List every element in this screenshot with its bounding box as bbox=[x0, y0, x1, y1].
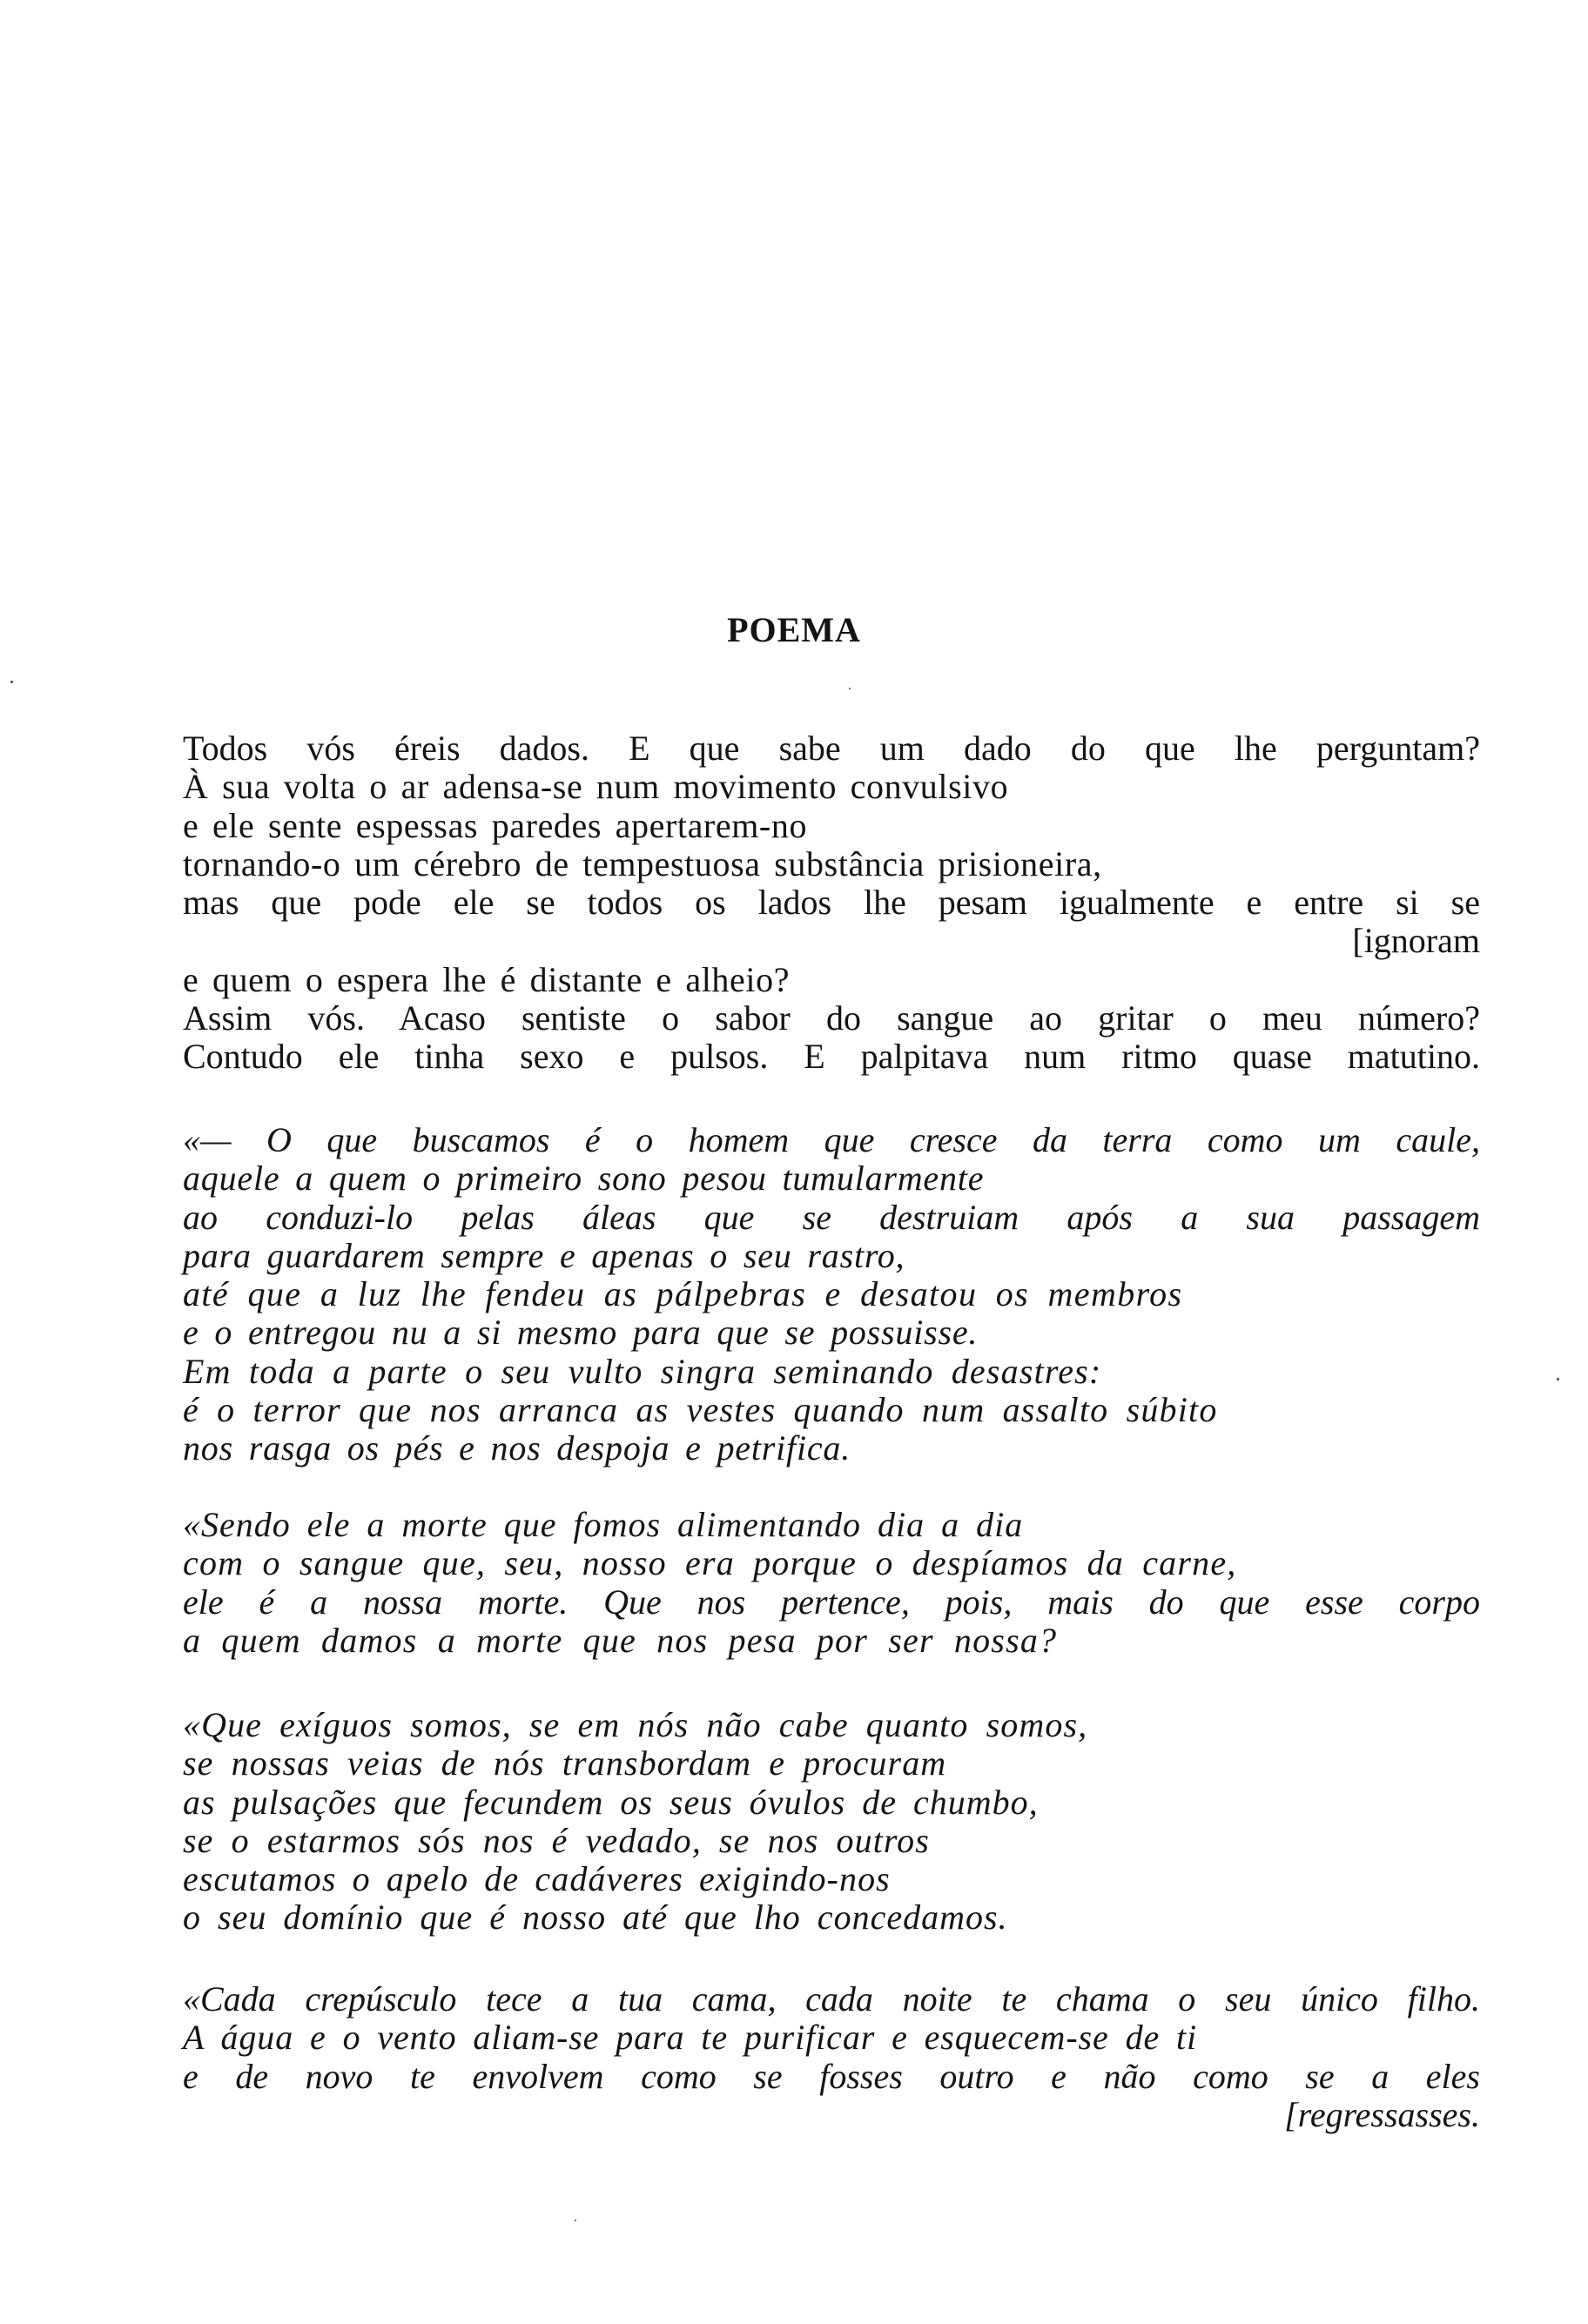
poem-line: é o terror que nos arranca as vestes quando num assalto súbito bbox=[183, 1390, 1218, 1430]
poem-line: A água e o vento aliam-se para te purificar e esquecem-se de ti bbox=[183, 2018, 1198, 2058]
poem-line: aquele a quem o primeiro sono pesou tumularmente bbox=[183, 1159, 985, 1199]
scan-speck bbox=[575, 2220, 576, 2221]
poem-line: e de novo te envolvem como se fosses outro e não como se a eles bbox=[183, 2056, 1480, 2096]
scan-speck bbox=[1557, 1378, 1559, 1380]
poem-line: «— O que buscamos é o homem que cresce da terra como um caule, bbox=[183, 1120, 1480, 1159]
stanza-3 bbox=[183, 1506, 1480, 1660]
poem-line: e o entregou nu a si mesmo para que se possuisse. bbox=[183, 1313, 979, 1353]
poem-line: para guardarem sempre e apenas o seu rastro, bbox=[183, 1235, 905, 1275]
poem-line: ele é a nossa morte. Que nos pertence, pois, mais do que esse corpo bbox=[183, 1582, 1480, 1622]
stanza-2 bbox=[183, 1121, 1480, 1468]
poem-line: se nossas veias de nós transbordam e procuram bbox=[183, 1743, 947, 1783]
poem-line: Contudo ele tinha sexo e pulsos. E palpitava num ritmo quase matutino. bbox=[183, 1037, 1480, 1077]
poem-line: com o sangue que, seu, nosso era porque o despíamos da carne, bbox=[183, 1543, 1237, 1583]
poem-line: Em toda a parte o seu vulto singra seminando desastres: bbox=[183, 1351, 1102, 1391]
poem-title: POEMA bbox=[727, 610, 861, 649]
poem-line: ao conduzi-lo pelas áleas que se destruiam após a sua passagem bbox=[183, 1197, 1480, 1237]
poem-line: «Que exíguos somos, se em nós não cabe quanto somos, bbox=[183, 1705, 1088, 1744]
poem-line: o seu domínio que é nosso até que lho concedamos. bbox=[183, 1897, 1008, 1938]
poem-line: a quem damos a morte que nos pesa por ser nossa? bbox=[183, 1620, 1058, 1660]
poem-line: Assim vós. Acaso sentiste o sabor do sangue ao gritar o meu número? bbox=[183, 998, 1480, 1038]
stanza-5 bbox=[183, 1980, 1480, 2134]
poem-line: e ele sente espessas paredes apertarem-no bbox=[183, 805, 808, 845]
stanza-4 bbox=[183, 1706, 1480, 1938]
poem-line: «Sendo ele a morte que fomos alimentando dia a dia bbox=[183, 1505, 1024, 1544]
poem-line: mas que pode ele se todos os lados lhe pesam igualmente e entre si se bbox=[183, 883, 1480, 923]
poem-line: «Cada crepúsculo tece a tua cama, cada noite te chama o seu único filho. bbox=[183, 1979, 1480, 2018]
scan-speck bbox=[10, 681, 13, 683]
poem-line: e quem o espera lhe é distante e alheio? bbox=[183, 959, 791, 999]
poem-line: se o estarmos sós nos é vedado, se nos outros bbox=[183, 1820, 930, 1860]
poem-line-continuation: [regressasses. bbox=[1284, 2094, 1480, 2134]
poem-line: escutamos o apelo de cadáveres exigindo-nos bbox=[183, 1859, 891, 1899]
poem-line: até que a luz lhe fendeu as pálpebras e desatou os membros bbox=[183, 1274, 1183, 1314]
poem-line: tornando-o um cérebro de tempestuosa substância prisioneira, bbox=[183, 843, 1102, 883]
stanza-1 bbox=[183, 729, 1480, 1077]
poem-line: À sua volta o ar adensa-se num movimento convulsivo bbox=[183, 767, 1009, 807]
poem-line: nos rasga os pés e nos despoja e petrifica. bbox=[183, 1428, 851, 1468]
poem-line: Todos vós éreis dados. E que sabe um dado do que lhe perguntam? bbox=[183, 729, 1480, 768]
scan-speck bbox=[849, 688, 851, 689]
poem-line-continuation: [ignoram bbox=[1352, 921, 1480, 961]
poem-line: as pulsações que fecundem os seus óvulos de chumbo, bbox=[183, 1782, 1039, 1822]
